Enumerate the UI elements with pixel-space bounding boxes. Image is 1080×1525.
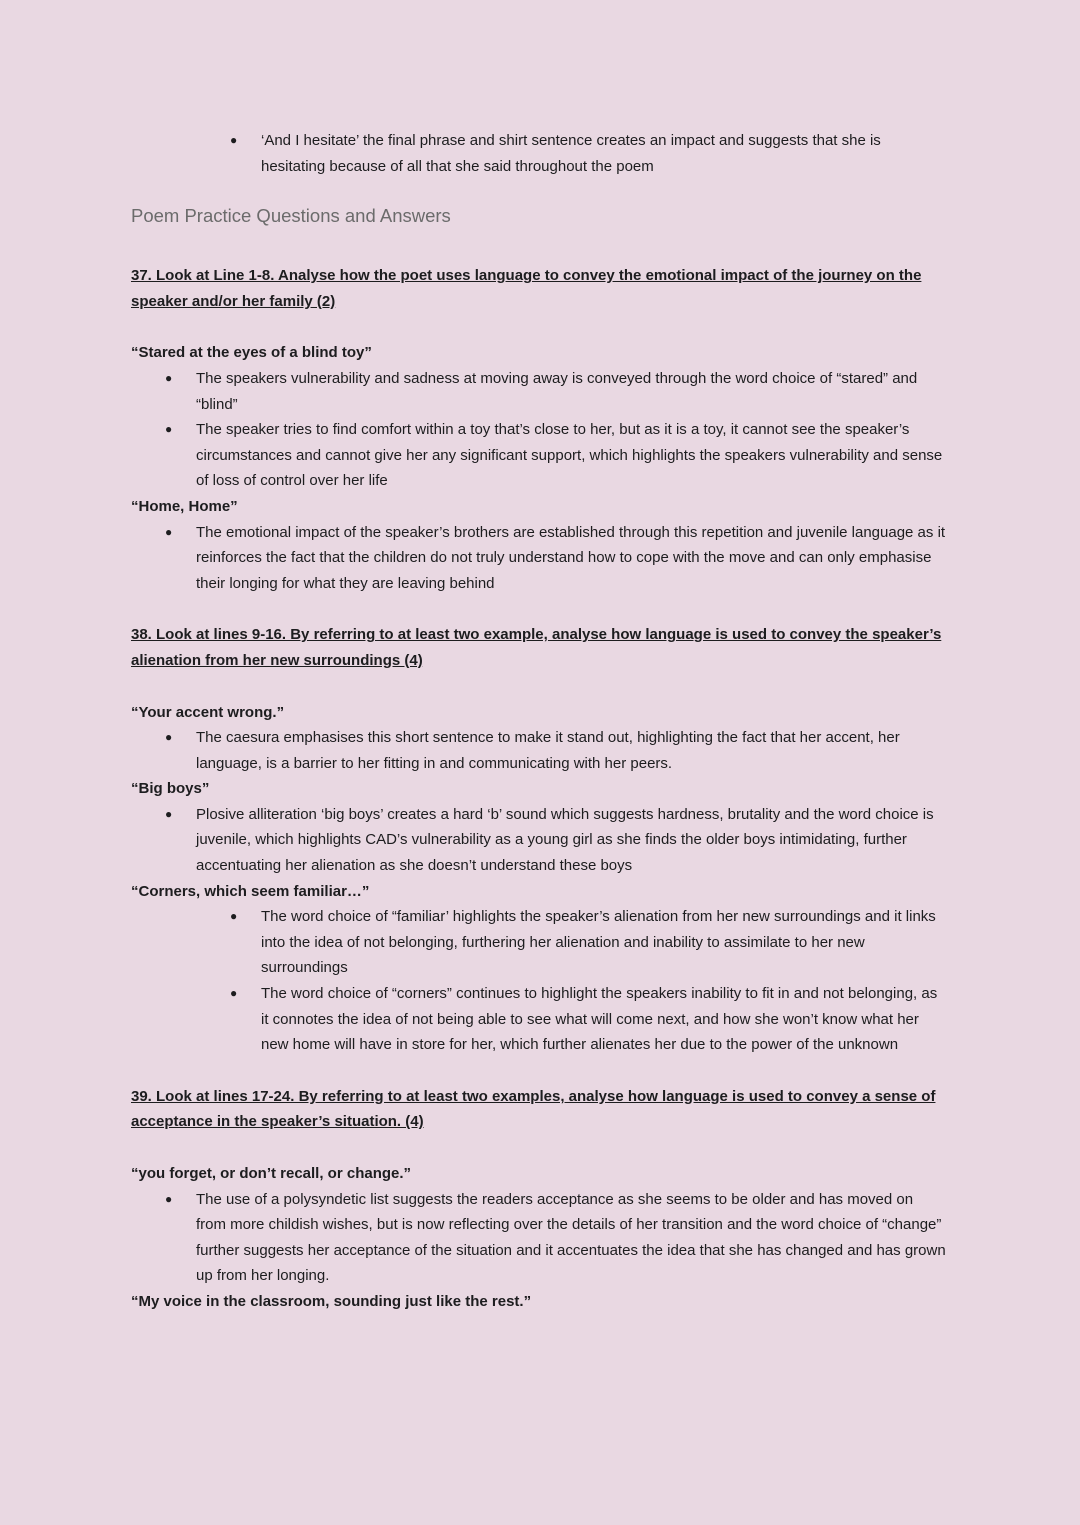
bullet-icon: ● — [165, 370, 173, 385]
quote-heading: “Stared at the eyes of a blind toy” — [131, 344, 372, 362]
quote-heading: “My voice in the classroom, sounding just like the rest.” — [131, 1292, 532, 1310]
bullet-item — [131, 366, 946, 417]
bullet-text: The word choice of “familiar’ highlights the speaker’s alienation from her new surroundings and it links into the idea of not belonging, furthering her alienation and inability to assimilate to her new surroundings — [261, 908, 936, 977]
bullet-item — [131, 1187, 946, 1289]
bullet-item-nested — [131, 128, 946, 179]
bullet-icon: ● — [165, 806, 173, 821]
section-heading: Poem Practice Questions and Answers — [131, 205, 451, 227]
question-heading: 38. Look at lines 9-16. By referring to at least two example, analyse how language is used to convey the speaker’s alienation from her new surroundings (4) — [131, 626, 942, 669]
bullet-icon: ● — [230, 986, 238, 1001]
bullet-item-nested — [131, 981, 946, 1058]
bullet-icon: ● — [230, 909, 238, 924]
bullet-item — [131, 520, 946, 597]
bullet-text: The emotional impact of the speaker’s brothers are established through this repetition and juvenile language as it reinforces the fact that the children do not truly understand how to cope with the move and can only emphasise their longing for what they are leaving behind — [196, 523, 946, 592]
quote-heading: “you forget, or don’t recall, or change.” — [131, 1165, 412, 1182]
question-heading: 39. Look at lines 17-24. By referring to at least two examples, analyse how language is used to convey a sense of acceptance in the speaker’s situation. (4) — [131, 1087, 936, 1131]
bullet-text: The speaker tries to find comfort within a toy that’s close to her, but as it is a toy, it cannot see the speaker’s circumstances and cannot give her any significant support, which highlights the speakers vulnerability and sense of loss of control over her life — [196, 421, 943, 490]
document-blocks — [131, 128, 946, 1315]
bullet-item-nested — [131, 904, 946, 981]
bullet-text: Plosive alliteration ‘big boys’ creates a hard ‘b’ sound which suggests hardness, brutality and the word choice is juvenile, which highlights CAD’s vulnerability as a young girl as she finds the older boys intimidating, further accentuating her alienation as she doesn’t understand these boys — [196, 805, 934, 875]
bullet-icon: ● — [165, 524, 173, 539]
bullet-icon: ● — [165, 730, 173, 745]
bullet-item — [131, 725, 946, 776]
quote-heading: “Corners, which seem familiar…” — [131, 882, 370, 900]
bullet-icon: ● — [230, 133, 238, 147]
bullet-icon: ● — [165, 1191, 173, 1206]
bullet-text: The speakers vulnerability and sadness at moving away is conveyed through the word choice of “stared” and “blind” — [196, 369, 918, 413]
bullet-text: The caesura emphasises this short sentence to make it stand out, highlighting the fact that her accent, her language, is a barrier to her fitting in and communicating with her peers. — [196, 729, 900, 772]
quote-heading: “Your accent wrong.” — [131, 703, 285, 721]
bullet-item — [131, 417, 946, 494]
bullet-text: The word choice of “corners” continues to highlight the speakers inability to fit in and not belonging, as it connotes the idea of not being able to see what will come next, and how she won’t know what her new home will have in store for her, which further alienates her due to the power of the unknown — [261, 985, 938, 1054]
quote-heading: “Big boys” — [131, 780, 210, 798]
question-heading: 37. Look at Line 1-8. Analyse how the poet uses language to convey the emotional impact of the journey on the speaker and/or her family (2) — [131, 267, 922, 310]
bullet-item — [131, 802, 946, 879]
quote-heading: “Home, Home” — [131, 497, 238, 515]
bullet-icon: ● — [165, 422, 173, 437]
bullet-text: ‘And I hesitate’ the final phrase and shirt sentence creates an impact and suggests that she is hesitating because of all that she said throughout the poem — [261, 132, 881, 175]
bullet-text: The use of a polysyndetic list suggests the readers acceptance as she seems to be older and has moved on from more childish wishes, but is now reflecting over the details of her transition and the word choice of “change” further suggests her acceptance of the situation and it accentuates the idea that she has changed and has grown up from her longing. — [196, 1190, 946, 1285]
